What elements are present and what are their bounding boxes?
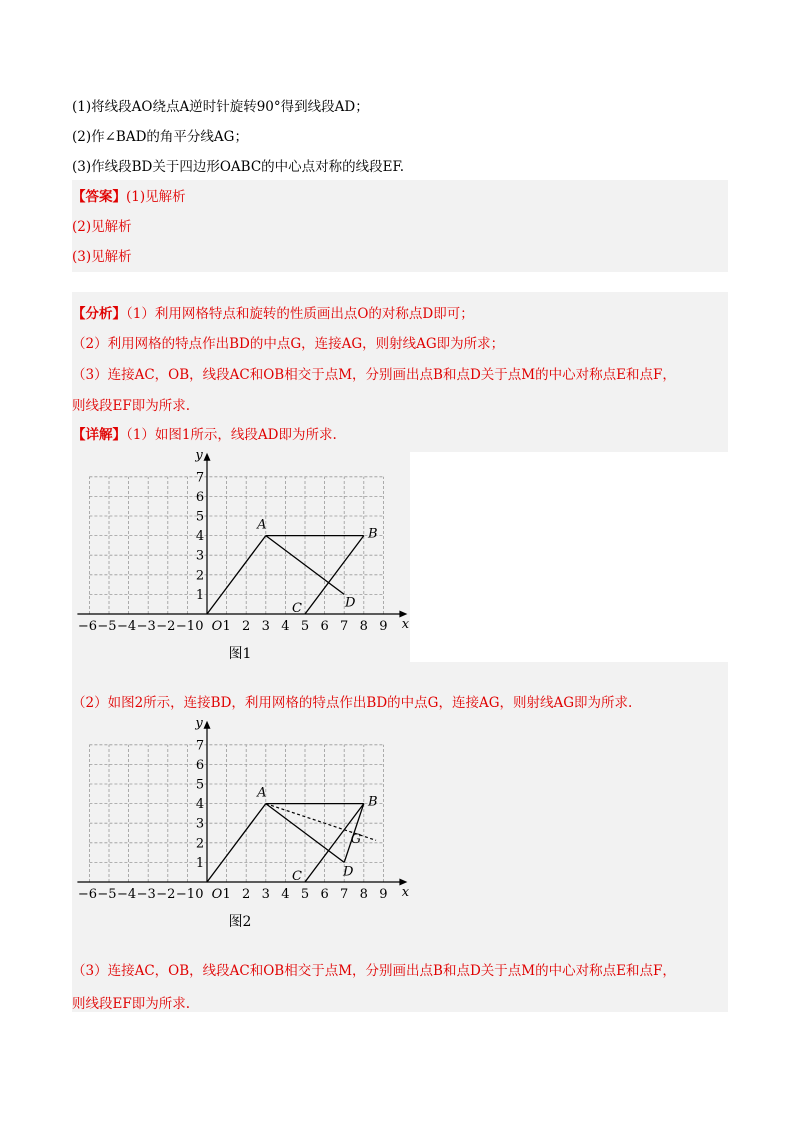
y-tick-label: 4: [195, 529, 205, 545]
analysis-line-1: [72, 305, 474, 323]
x-tick-label: −4: [117, 887, 137, 902]
y-tick-label: 5: [195, 509, 205, 525]
y-axis-arrow: [204, 721, 211, 729]
x-tick-label: 9: [379, 887, 388, 902]
y-tick-label: 6: [195, 757, 205, 773]
x-tick-label: 1: [222, 887, 231, 902]
x-tick-label: 5: [300, 619, 310, 634]
y-tick-label: 2: [195, 568, 205, 584]
point-label-B: B: [368, 794, 378, 810]
y-axis-arrow: [204, 453, 211, 461]
segment-AD: [266, 804, 344, 863]
x-axis-label: x: [401, 885, 410, 900]
x-tick-label: −3: [136, 619, 156, 634]
y-tick-label: 5: [195, 777, 205, 793]
y-tick-label: 3: [195, 548, 205, 564]
grid-lines: [89, 477, 383, 614]
y-tick-label: 6: [195, 489, 205, 505]
analysis-2: （2）利用网格的特点作出BD的中点G，连接AG，则射线AG即为所求；: [72, 336, 505, 352]
x-tick-label: 6: [320, 619, 329, 634]
x-tick-label: 2: [242, 887, 251, 902]
x-tick-label-zero: 0: [195, 619, 204, 634]
detail-3b: 则线段EF即为所求.: [72, 996, 191, 1012]
x-tick-label: −2: [156, 887, 176, 902]
x-tick-label: 7: [340, 619, 349, 634]
segment-AD: [266, 536, 344, 595]
detail-1: （1）如图1所示，线段AD即为所求.: [126, 427, 337, 443]
x-tick-label: 8: [359, 887, 368, 902]
x-tick-label: 7: [340, 887, 349, 902]
y-tick-label: 1: [195, 855, 205, 871]
point-label-A: A: [257, 785, 267, 801]
detail-tag: 【详解】: [72, 427, 126, 443]
point-label-A: A: [257, 517, 267, 533]
x-axis-label: x: [401, 617, 410, 632]
y-tick-label: 7: [195, 470, 205, 486]
analysis-3b: 则线段EF即为所求.: [72, 398, 191, 414]
origin-label: O: [211, 619, 223, 634]
origin-label: O: [211, 887, 223, 902]
x-tick-label: −5: [97, 619, 117, 634]
point-label-D: D: [342, 864, 354, 880]
answer-3: (3)见解析: [72, 249, 132, 265]
figure-caption: 图1: [228, 646, 252, 662]
point-label-C: C: [292, 869, 302, 884]
detail-line-1: [72, 426, 337, 444]
x-tick-label: −6: [77, 619, 97, 634]
x-tick-label: 4: [281, 619, 290, 634]
answer-tag: 【答案】: [72, 189, 126, 205]
x-tick-label-zero: 0: [195, 887, 204, 902]
x-tick-label: −1: [175, 619, 195, 634]
question-line-3: (3)作线段BD关于四边形OABC的中心点对称的线段EF.: [72, 159, 405, 175]
x-tick-label: −5: [97, 887, 117, 902]
x-tick-label: 1: [222, 619, 231, 634]
x-tick-label: −2: [156, 619, 176, 634]
x-tick-label: −4: [117, 619, 137, 634]
point-label-C: C: [292, 601, 302, 616]
answer-line-1: [72, 188, 186, 206]
x-tick-label: 9: [379, 619, 388, 634]
y-tick-label: 4: [195, 797, 205, 813]
x-tick-label: 5: [300, 887, 310, 902]
analysis-1: （1）利用网格特点和旋转的性质画出点O的对称点D即可；: [126, 306, 474, 322]
x-tick-label: −3: [136, 887, 156, 902]
x-tick-label: 4: [281, 887, 290, 902]
figure-2: [72, 718, 410, 932]
y-axis-label: y: [195, 718, 203, 731]
y-tick-label: 2: [195, 836, 205, 852]
x-tick-label: −6: [77, 887, 97, 902]
point-label-G: G: [350, 832, 362, 847]
x-tick-label: −1: [175, 887, 195, 902]
x-tick-label: 6: [320, 887, 329, 902]
y-axis-label: y: [195, 450, 203, 463]
detail-2: （2）如图2所示，连接BD，利用网格的特点作出BD的中点G，连接AG，则射线AG即为所求.: [72, 695, 633, 711]
analysis-tag: 【分析】: [72, 306, 126, 322]
figure-caption: 图2: [228, 914, 252, 930]
answer-2: (2)见解析: [72, 219, 132, 235]
y-tick-label: 3: [195, 816, 205, 832]
answer-1: (1)见解析: [126, 189, 186, 205]
grid-lines: [89, 745, 383, 882]
question-line-2: (2)作∠BAD的角平分线AG；: [72, 129, 248, 145]
x-tick-label: 2: [242, 619, 251, 634]
coordinate-grid-figure-2: [72, 718, 410, 932]
analysis-3: （3）连接AC，OB，线段AC和OB相交于点M，分别画出点B和点D关于点M的中心对称点E和点F，: [72, 367, 676, 383]
x-tick-label: 3: [261, 619, 270, 634]
coordinate-grid-figure-1: [72, 450, 410, 662]
y-tick-label: 7: [195, 738, 205, 754]
x-tick-label: 8: [359, 619, 368, 634]
y-tick-label: 1: [195, 587, 205, 603]
x-tick-label: 3: [261, 887, 270, 902]
detail-3: （3）连接AC，OB，线段AC和OB相交于点M，分别画出点B和点D关于点M的中心对称点E和点F，: [72, 963, 676, 979]
point-label-D: D: [344, 595, 356, 611]
question-line-1: (1)将线段AO绕点A逆时针旋转90°得到线段AD；: [72, 99, 369, 115]
figure-1: [72, 450, 410, 662]
point-label-B: B: [368, 526, 378, 542]
